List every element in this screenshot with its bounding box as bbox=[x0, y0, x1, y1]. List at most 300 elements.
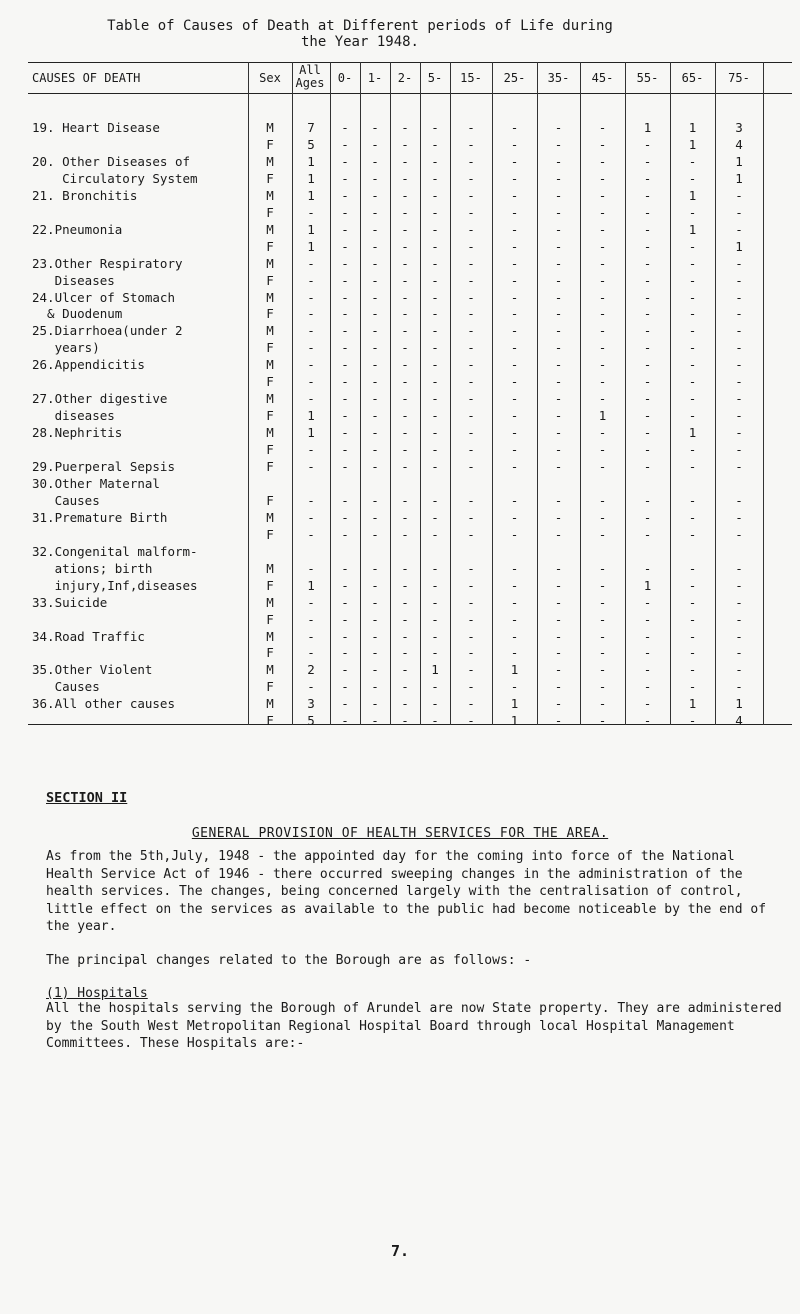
all-ages-cell: - bbox=[307, 492, 315, 508]
age-count-cell: 1 bbox=[688, 136, 697, 152]
age-count-cell: - bbox=[401, 560, 409, 576]
age-count-cell: - bbox=[643, 187, 652, 203]
age-count-cell: - bbox=[643, 323, 652, 339]
age-count-cell: - bbox=[688, 628, 697, 644]
age-count-cell: - bbox=[431, 645, 439, 661]
header-age-group: 75- bbox=[728, 71, 750, 85]
age-count-cell: - bbox=[431, 492, 439, 508]
age-count-cell: - bbox=[510, 560, 519, 576]
age-count-cell: - bbox=[510, 136, 519, 152]
age-count-cell: - bbox=[371, 340, 379, 356]
age-count-cell: - bbox=[598, 323, 607, 339]
age-count-cell: - bbox=[467, 357, 475, 373]
column-divider bbox=[292, 62, 293, 725]
age-count-cell: - bbox=[401, 408, 409, 424]
age-count-cell: - bbox=[371, 306, 379, 322]
age-count-cell: - bbox=[371, 238, 379, 254]
age-count-cell: - bbox=[431, 459, 439, 474]
age-count-cell: - bbox=[598, 187, 607, 203]
age-count-cell: - bbox=[643, 272, 652, 288]
age-count-cell: - bbox=[401, 306, 409, 322]
cause-label: 19. Heart Disease bbox=[32, 120, 160, 135]
all-ages-cell: 2 bbox=[307, 662, 315, 678]
age-count-cell: - bbox=[598, 628, 607, 644]
age-count-cell: - bbox=[371, 170, 379, 186]
age-count-cell: - bbox=[735, 187, 743, 203]
age-count-cell: - bbox=[735, 594, 743, 610]
sex-cell: F bbox=[266, 645, 274, 661]
age-count-cell: 1 bbox=[510, 662, 519, 678]
age-count-cell: - bbox=[510, 187, 519, 203]
all-ages-cell: - bbox=[307, 374, 315, 390]
age-count-cell: - bbox=[467, 408, 475, 424]
age-count-cell: - bbox=[510, 628, 519, 644]
all-ages-cell: 7 bbox=[307, 120, 315, 135]
age-count-cell: - bbox=[554, 611, 563, 627]
age-count-cell: - bbox=[371, 255, 379, 271]
all-ages-cell: - bbox=[307, 679, 315, 695]
age-count-cell: - bbox=[643, 662, 652, 678]
cause-label: 28.Nephritis bbox=[32, 425, 123, 441]
age-count-cell: - bbox=[688, 526, 697, 542]
age-count-cell: - bbox=[598, 696, 607, 712]
cause-label: 36.All other causes bbox=[32, 696, 175, 712]
age-count-cell: - bbox=[341, 526, 349, 542]
age-count-cell: - bbox=[467, 221, 475, 237]
age-count-cell: - bbox=[510, 577, 519, 593]
age-count-cell: - bbox=[643, 696, 652, 712]
age-count-cell: - bbox=[598, 221, 607, 237]
age-count-cell: - bbox=[554, 560, 563, 576]
age-count-cell: - bbox=[341, 255, 349, 271]
sex-cell: F bbox=[266, 340, 274, 356]
age-count-cell: - bbox=[510, 374, 519, 390]
age-count-cell: - bbox=[510, 238, 519, 254]
age-count-cell: - bbox=[510, 272, 519, 288]
age-count-cell: - bbox=[401, 594, 409, 610]
age-count-cell: 4 bbox=[735, 136, 743, 152]
age-count-cell: - bbox=[688, 492, 697, 508]
age-count-cell: - bbox=[688, 374, 697, 390]
age-count-cell: - bbox=[688, 289, 697, 305]
age-count-cell: - bbox=[371, 120, 379, 135]
age-count-cell: - bbox=[431, 442, 439, 458]
sex-cell: M bbox=[266, 509, 274, 525]
age-count-cell: - bbox=[431, 713, 439, 729]
all-ages-cell: 1 bbox=[307, 577, 315, 593]
age-count-cell: - bbox=[467, 187, 475, 203]
age-count-cell: 1 bbox=[688, 187, 697, 203]
age-count-cell: - bbox=[554, 577, 563, 593]
age-count-cell: - bbox=[554, 391, 563, 407]
age-count-cell: - bbox=[688, 323, 697, 339]
age-count-cell: - bbox=[735, 272, 743, 288]
age-count-cell: - bbox=[371, 204, 379, 220]
table-header-rule bbox=[28, 93, 792, 94]
sex-cell: M bbox=[266, 323, 274, 339]
age-count-cell: - bbox=[467, 340, 475, 356]
age-count-cell: - bbox=[598, 357, 607, 373]
age-count-cell: - bbox=[401, 526, 409, 542]
age-count-cell: - bbox=[510, 204, 519, 220]
age-count-cell: - bbox=[371, 645, 379, 661]
age-count-cell: - bbox=[431, 340, 439, 356]
page-number: 7. bbox=[390, 1242, 410, 1260]
age-count-cell: - bbox=[643, 492, 652, 508]
sex-cell: F bbox=[266, 577, 274, 593]
age-count-cell: - bbox=[371, 611, 379, 627]
age-count-cell: - bbox=[371, 357, 379, 373]
age-count-cell: - bbox=[467, 425, 475, 441]
age-count-cell: - bbox=[643, 459, 652, 474]
age-count-cell: - bbox=[401, 204, 409, 220]
all-ages-cell: 1 bbox=[307, 425, 315, 441]
header-age-group: 1- bbox=[367, 71, 383, 85]
age-count-cell: - bbox=[467, 611, 475, 627]
cause-label: 31.Premature Birth bbox=[32, 509, 168, 525]
age-count-cell: - bbox=[598, 340, 607, 356]
age-count-cell: - bbox=[735, 289, 743, 305]
age-count-cell: - bbox=[643, 374, 652, 390]
cause-label: injury,Inf,diseases bbox=[32, 577, 198, 593]
all-ages-cell: - bbox=[307, 306, 315, 322]
all-ages-cell: - bbox=[307, 509, 315, 525]
cause-label: Circulatory System bbox=[32, 170, 198, 186]
age-count-cell: - bbox=[554, 628, 563, 644]
age-count-cell: - bbox=[467, 560, 475, 576]
age-count-cell: - bbox=[688, 713, 697, 729]
age-count-cell: - bbox=[554, 306, 563, 322]
age-count-cell: - bbox=[510, 120, 519, 135]
age-count-cell: - bbox=[598, 459, 607, 474]
cause-label: 26.Appendicitis bbox=[32, 357, 145, 373]
age-count-cell: - bbox=[735, 255, 743, 271]
all-ages-cell: 1 bbox=[307, 221, 315, 237]
age-count-cell: - bbox=[467, 696, 475, 712]
sex-cell: M bbox=[266, 357, 274, 373]
age-count-cell: - bbox=[735, 577, 743, 593]
age-count-cell: - bbox=[643, 679, 652, 695]
age-count-cell: 1 bbox=[510, 713, 519, 729]
age-count-cell: - bbox=[688, 357, 697, 373]
age-count-cell: - bbox=[510, 357, 519, 373]
age-count-cell: - bbox=[598, 391, 607, 407]
column-divider bbox=[248, 62, 249, 725]
age-count-cell: - bbox=[431, 289, 439, 305]
sex-cell: M bbox=[266, 628, 274, 644]
age-count-cell: - bbox=[510, 594, 519, 610]
sex-cell: F bbox=[266, 204, 274, 220]
age-count-cell: - bbox=[431, 679, 439, 695]
age-count-cell: - bbox=[431, 611, 439, 627]
age-count-cell: - bbox=[467, 628, 475, 644]
age-count-cell: - bbox=[643, 560, 652, 576]
age-count-cell: - bbox=[554, 340, 563, 356]
page-title-line-2: the Year 1948. bbox=[300, 34, 419, 50]
age-count-cell: - bbox=[341, 120, 349, 135]
all-ages-cell: 3 bbox=[307, 696, 315, 712]
age-count-cell: - bbox=[554, 408, 563, 424]
age-count-cell: - bbox=[554, 153, 563, 169]
age-count-cell: - bbox=[371, 560, 379, 576]
age-count-cell: - bbox=[554, 442, 563, 458]
age-count-cell: - bbox=[467, 526, 475, 542]
cause-label: 35.Other Violent bbox=[32, 662, 153, 678]
paragraph-appointed-day: As from the 5th,July, 1948 - the appointed day for the coming into force of the National Health Service Act of 1946 - there occurred sweeping changes in the administration of the health services. The changes, being concerned largely with the centralisation of control, little effect on the services as available to the public had become noticeable by the end of the year. bbox=[46, 849, 767, 934]
age-count-cell: - bbox=[554, 459, 563, 474]
sex-cell: M bbox=[266, 187, 274, 203]
age-count-cell: - bbox=[598, 662, 607, 678]
sex-cell: M bbox=[266, 662, 274, 678]
age-count-cell: - bbox=[431, 374, 439, 390]
age-count-cell: - bbox=[401, 374, 409, 390]
sex-cell: F bbox=[266, 170, 274, 186]
age-count-cell: - bbox=[401, 255, 409, 271]
age-count-cell: - bbox=[431, 696, 439, 712]
age-count-cell: - bbox=[735, 306, 743, 322]
all-ages-cell: - bbox=[307, 628, 315, 644]
all-ages-cell: 1 bbox=[307, 408, 315, 424]
age-count-cell: - bbox=[554, 679, 563, 695]
header-age-group: 2- bbox=[397, 71, 413, 85]
age-count-cell: - bbox=[371, 713, 379, 729]
age-count-cell: - bbox=[643, 526, 652, 542]
age-count-cell: - bbox=[371, 136, 379, 152]
age-count-cell: - bbox=[371, 594, 379, 610]
age-count-cell: - bbox=[371, 526, 379, 542]
age-count-cell: - bbox=[688, 204, 697, 220]
age-count-cell: - bbox=[341, 594, 349, 610]
age-count-cell: - bbox=[598, 645, 607, 661]
sex-cell: F bbox=[266, 713, 274, 729]
age-count-cell: - bbox=[341, 136, 349, 152]
sex-cell: F bbox=[266, 459, 274, 474]
sex-cell: F bbox=[266, 306, 274, 322]
age-count-cell: - bbox=[735, 340, 743, 356]
header-sex: Sex bbox=[259, 71, 281, 85]
age-count-cell: - bbox=[735, 662, 743, 678]
age-count-cell: - bbox=[431, 272, 439, 288]
age-count-cell: - bbox=[554, 594, 563, 610]
cause-label: 30.Other Maternal bbox=[32, 475, 160, 491]
age-count-cell: - bbox=[341, 442, 349, 458]
age-count-cell: - bbox=[598, 492, 607, 508]
age-count-cell: - bbox=[688, 560, 697, 576]
age-count-cell: - bbox=[431, 594, 439, 610]
age-count-cell: - bbox=[688, 238, 697, 254]
age-count-cell: - bbox=[554, 255, 563, 271]
all-ages-cell: - bbox=[307, 323, 315, 339]
paragraph-principal-changes: The principal changes related to the Borough are as follows: - bbox=[46, 953, 532, 968]
sex-cell: F bbox=[266, 492, 274, 508]
age-count-cell: - bbox=[401, 221, 409, 237]
age-count-cell: - bbox=[431, 323, 439, 339]
age-count-cell: - bbox=[598, 204, 607, 220]
all-ages-cell: - bbox=[307, 357, 315, 373]
all-ages-cell: 1 bbox=[307, 187, 315, 203]
sex-cell: F bbox=[266, 442, 274, 458]
age-count-cell: - bbox=[643, 628, 652, 644]
age-count-cell: - bbox=[554, 713, 563, 729]
age-count-cell: - bbox=[431, 238, 439, 254]
age-count-cell: - bbox=[467, 713, 475, 729]
age-count-cell: - bbox=[431, 170, 439, 186]
age-count-cell: - bbox=[598, 238, 607, 254]
age-count-cell: - bbox=[341, 221, 349, 237]
age-count-cell: - bbox=[341, 611, 349, 627]
age-count-cell: - bbox=[371, 577, 379, 593]
age-count-cell: - bbox=[431, 204, 439, 220]
all-ages-cell: 1 bbox=[307, 170, 315, 186]
age-count-cell: - bbox=[467, 594, 475, 610]
age-count-cell: - bbox=[341, 696, 349, 712]
cause-label: diseases bbox=[32, 408, 115, 424]
header-age-group: 25- bbox=[503, 71, 526, 85]
sex-cell: F bbox=[266, 238, 274, 254]
all-ages-cell: - bbox=[307, 289, 315, 305]
age-count-cell: - bbox=[510, 153, 519, 169]
sex-cell: F bbox=[266, 408, 274, 424]
age-count-cell: - bbox=[510, 221, 519, 237]
section-heading: SECTION II bbox=[46, 790, 128, 806]
cause-label: 23.Other Respiratory bbox=[32, 255, 183, 271]
sex-cell: M bbox=[266, 696, 274, 712]
age-count-cell: - bbox=[431, 221, 439, 237]
age-count-cell: - bbox=[467, 509, 475, 525]
cause-label: Causes bbox=[32, 492, 100, 508]
age-count-cell: - bbox=[554, 526, 563, 542]
age-count-cell: - bbox=[598, 509, 607, 525]
age-count-cell: - bbox=[554, 509, 563, 525]
all-ages-cell: - bbox=[307, 255, 315, 271]
age-count-cell: - bbox=[688, 391, 697, 407]
age-count-cell: - bbox=[341, 153, 349, 169]
age-count-cell: - bbox=[341, 509, 349, 525]
all-ages-cell: - bbox=[307, 442, 315, 458]
age-count-cell: - bbox=[401, 713, 409, 729]
age-count-cell: - bbox=[598, 255, 607, 271]
age-count-cell: - bbox=[371, 221, 379, 237]
age-count-cell: - bbox=[401, 391, 409, 407]
all-ages-cell: - bbox=[307, 560, 315, 576]
sex-cell: F bbox=[266, 374, 274, 390]
age-count-cell: - bbox=[401, 459, 409, 474]
age-count-cell: - bbox=[735, 204, 743, 220]
age-count-cell: - bbox=[510, 306, 519, 322]
age-count-cell: - bbox=[467, 170, 475, 186]
sex-cell: F bbox=[266, 526, 274, 542]
age-count-cell: - bbox=[598, 120, 607, 135]
age-count-cell: - bbox=[510, 679, 519, 695]
age-count-cell: 1 bbox=[598, 408, 607, 424]
age-count-cell: - bbox=[401, 492, 409, 508]
age-count-cell: - bbox=[510, 526, 519, 542]
age-count-cell: - bbox=[371, 696, 379, 712]
cause-label: 24.Ulcer of Stomach bbox=[32, 289, 175, 305]
age-count-cell: - bbox=[510, 170, 519, 186]
age-count-cell: - bbox=[467, 374, 475, 390]
cause-label: ations; birth bbox=[32, 560, 153, 576]
age-count-cell: - bbox=[688, 272, 697, 288]
age-count-cell: - bbox=[341, 238, 349, 254]
age-count-cell: - bbox=[401, 425, 409, 441]
age-count-cell: - bbox=[510, 408, 519, 424]
age-count-cell: - bbox=[341, 323, 349, 339]
age-count-cell: 1 bbox=[735, 696, 743, 712]
age-count-cell: - bbox=[371, 408, 379, 424]
age-count-cell: - bbox=[688, 611, 697, 627]
header-age-group: 15- bbox=[460, 71, 482, 85]
age-count-cell: - bbox=[643, 289, 652, 305]
age-count-cell: - bbox=[431, 120, 439, 135]
age-count-cell: - bbox=[735, 221, 743, 237]
age-count-cell: - bbox=[341, 679, 349, 695]
age-count-cell: - bbox=[554, 357, 563, 373]
all-ages-cell: 5 bbox=[307, 713, 315, 729]
header-age-group: 5- bbox=[427, 71, 443, 85]
age-count-cell: - bbox=[401, 136, 409, 152]
age-count-cell: - bbox=[467, 577, 475, 593]
age-count-cell: - bbox=[735, 509, 743, 525]
age-count-cell: 1 bbox=[688, 696, 697, 712]
cause-label: 32.Congenital malform- bbox=[32, 543, 198, 559]
age-count-cell: - bbox=[688, 153, 697, 169]
age-count-cell: - bbox=[467, 442, 475, 458]
age-count-cell: - bbox=[643, 408, 652, 424]
all-ages-cell: - bbox=[307, 340, 315, 356]
age-count-cell: - bbox=[341, 391, 349, 407]
cause-label: 33.Suicide bbox=[32, 594, 108, 610]
age-count-cell: - bbox=[467, 492, 475, 508]
cause-label: 25.Diarrhoea(under 2 bbox=[32, 323, 183, 339]
age-count-cell: - bbox=[735, 459, 743, 474]
age-count-cell: - bbox=[643, 645, 652, 661]
age-count-cell: - bbox=[554, 238, 563, 254]
age-count-cell: - bbox=[643, 255, 652, 271]
age-count-cell: - bbox=[598, 679, 607, 695]
age-count-cell: - bbox=[431, 153, 439, 169]
age-count-cell: - bbox=[643, 238, 652, 254]
age-count-cell: - bbox=[341, 628, 349, 644]
header-age-group: 0- bbox=[337, 71, 353, 85]
age-count-cell: - bbox=[554, 204, 563, 220]
age-count-cell: - bbox=[554, 323, 563, 339]
age-count-cell: - bbox=[598, 713, 607, 729]
age-count-cell: - bbox=[643, 509, 652, 525]
cause-label: 27.Other digestive bbox=[32, 391, 168, 407]
age-count-cell: - bbox=[688, 442, 697, 458]
age-count-cell: - bbox=[554, 645, 563, 661]
age-count-cell: 1 bbox=[735, 238, 743, 254]
age-count-cell: - bbox=[554, 374, 563, 390]
all-ages-cell: - bbox=[307, 594, 315, 610]
age-count-cell: - bbox=[554, 492, 563, 508]
age-count-cell: - bbox=[643, 425, 652, 441]
age-count-cell: - bbox=[598, 272, 607, 288]
age-count-cell: - bbox=[643, 153, 652, 169]
age-count-cell: - bbox=[371, 153, 379, 169]
sex-cell: M bbox=[266, 391, 274, 407]
age-count-cell: - bbox=[401, 323, 409, 339]
age-count-cell: - bbox=[431, 408, 439, 424]
age-count-cell: 1 bbox=[643, 120, 652, 135]
age-count-cell: - bbox=[467, 306, 475, 322]
age-count-cell: - bbox=[510, 323, 519, 339]
all-ages-cell: - bbox=[307, 391, 315, 407]
column-divider bbox=[763, 62, 764, 725]
age-count-cell: - bbox=[598, 526, 607, 542]
age-count-cell: - bbox=[643, 611, 652, 627]
